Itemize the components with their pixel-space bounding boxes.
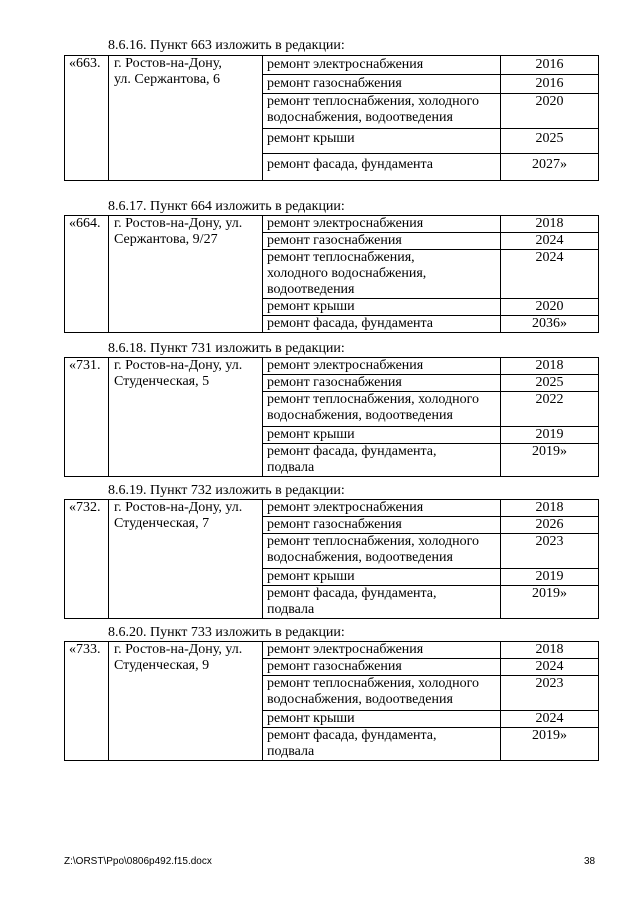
item-address: г. Ростов-на-Дону, ул. Студенческая, 7 — [109, 500, 263, 619]
work-type: ремонт крыши — [263, 129, 501, 154]
work-type: ремонт газоснабжения — [263, 375, 501, 392]
work-year: 2020 — [501, 94, 599, 129]
work-year: 2024 — [501, 233, 599, 250]
work-type: ремонт фасада, фундамента, подвала — [263, 444, 501, 477]
work-type: ремонт теплоснабжения, холодного водоснабжения, водоотведения — [263, 250, 501, 299]
work-type: ремонт газоснабжения — [263, 517, 501, 534]
work-type: ремонт крыши — [263, 569, 501, 586]
item-address: г. Ростов-на-Дону, ул. Студенческая, 5 — [109, 358, 263, 477]
work-type: ремонт электроснабжения — [263, 642, 501, 659]
work-year: 2019 — [501, 569, 599, 586]
item-number: «733. — [65, 642, 109, 761]
work-year: 2024 — [501, 250, 599, 299]
work-year: 2022 — [501, 392, 599, 427]
work-year: 2019» — [501, 444, 599, 477]
work-year: 2024 — [501, 711, 599, 728]
work-year: 2019 — [501, 427, 599, 444]
work-type: ремонт крыши — [263, 427, 501, 444]
work-year: 2016 — [501, 75, 599, 94]
item-number: «663. — [65, 56, 109, 181]
work-type: ремонт электроснабжения — [263, 216, 501, 233]
work-type: ремонт теплоснабжения, холодного водоснабжения, водоотведения — [263, 534, 501, 569]
amendment-table — [64, 357, 599, 477]
work-year: 2018 — [501, 358, 599, 375]
amendment-table — [64, 215, 599, 333]
item-number: «732. — [65, 500, 109, 619]
work-year: 2025 — [501, 375, 599, 392]
item-address: г. Ростов-на-Дону, ул. Студенческая, 9 — [109, 642, 263, 761]
work-type: ремонт газоснабжения — [263, 233, 501, 250]
section-heading: 8.6.18. Пункт 731 изложить в редакции: — [108, 341, 345, 356]
amendment-table — [64, 55, 599, 181]
section-heading: 8.6.19. Пункт 732 изложить в редакции: — [108, 483, 345, 498]
work-type: ремонт газоснабжения — [263, 659, 501, 676]
work-type: ремонт фасада, фундамента — [263, 316, 501, 333]
work-year: 2024 — [501, 659, 599, 676]
work-type: ремонт фасада, фундамента — [263, 154, 501, 181]
work-type: ремонт крыши — [263, 711, 501, 728]
work-year: 2018 — [501, 500, 599, 517]
section-heading: 8.6.20. Пункт 733 изложить в редакции: — [108, 625, 345, 640]
work-type: ремонт теплоснабжения, холодного водоснабжения, водоотведения — [263, 676, 501, 711]
work-year: 2027» — [501, 154, 599, 181]
work-year: 2023 — [501, 534, 599, 569]
work-type: ремонт газоснабжения — [263, 75, 501, 94]
work-type: ремонт теплоснабжения, холодного водоснабжения, водоотведения — [263, 94, 501, 129]
work-year: 2026 — [501, 517, 599, 534]
section-heading: 8.6.16. Пункт 663 изложить в редакции: — [108, 38, 345, 53]
work-type: ремонт крыши — [263, 299, 501, 316]
section-heading: 8.6.17. Пункт 664 изложить в редакции: — [108, 199, 345, 214]
work-year: 2020 — [501, 299, 599, 316]
amendment-table — [64, 499, 599, 619]
work-type: ремонт фасада, фундамента, подвала — [263, 728, 501, 761]
work-type: ремонт электроснабжения — [263, 500, 501, 517]
work-year: 2019» — [501, 728, 599, 761]
item-number: «731. — [65, 358, 109, 477]
footer-page-number: 38 — [584, 856, 596, 867]
amendment-table — [64, 641, 599, 761]
item-address: г. Ростов-на-Дону, ул. Сержантова, 9/27 — [109, 216, 263, 333]
work-year: 2019» — [501, 586, 599, 619]
work-type: ремонт электроснабжения — [263, 56, 501, 75]
work-type: ремонт теплоснабжения, холодного водоснабжения, водоотведения — [263, 392, 501, 427]
work-year: 2023 — [501, 676, 599, 711]
work-year: 2025 — [501, 129, 599, 154]
work-year: 2016 — [501, 56, 599, 75]
work-type: ремонт фасада, фундамента, подвала — [263, 586, 501, 619]
footer-file-path: Z:\ORST\Ppo\0806p492.f15.docx — [64, 856, 212, 867]
item-number: «664. — [65, 216, 109, 333]
work-year: 2018 — [501, 642, 599, 659]
work-year: 2036» — [501, 316, 599, 333]
item-address: г. Ростов-на-Дону, ул. Сержантова, 6 — [109, 56, 263, 181]
work-year: 2018 — [501, 216, 599, 233]
work-type: ремонт электроснабжения — [263, 358, 501, 375]
